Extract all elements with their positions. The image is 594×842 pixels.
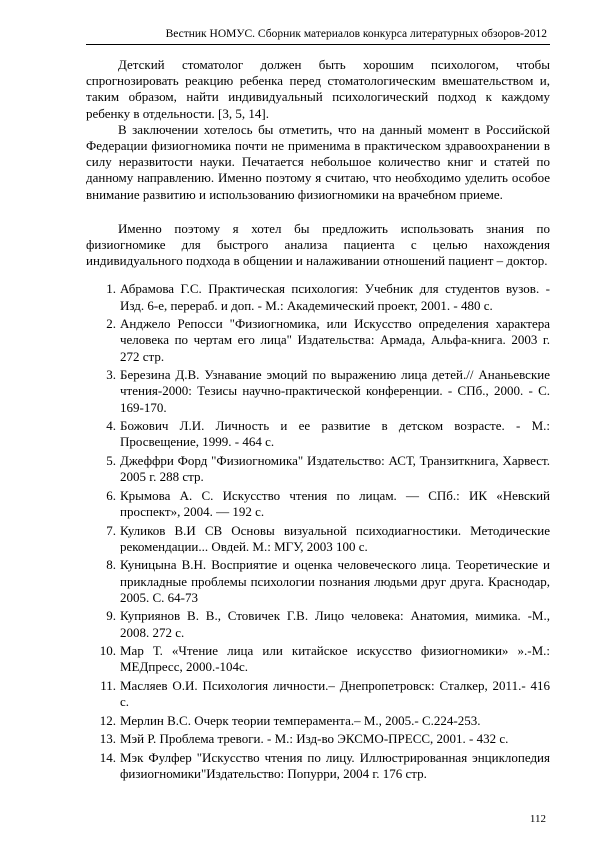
reference-number: 11. [100, 678, 116, 694]
reference-text: Крымова А. С. Искусство чтения по лицам. — СПб.: ИК «Невский проспект», 2004. — 192 с. [120, 487, 550, 520]
header-rule [86, 44, 550, 45]
reference-number: 14. [99, 750, 116, 765]
reference-item [86, 488, 550, 520]
reference-number: 6. [106, 487, 116, 503]
reference-item [86, 643, 550, 675]
reference-item [86, 557, 550, 606]
reference-number: 12. [99, 712, 116, 728]
reference-item [86, 316, 550, 365]
reference-number: 8. [106, 557, 116, 573]
reference-number: 5. [106, 453, 116, 469]
reference-text: Мерлин В.С. Очерк теории темперамента.– М., 2005.- С.224-253. [120, 712, 481, 728]
reference-item [86, 678, 550, 710]
reference-item [86, 367, 550, 416]
reference-text: Божович Л.И. Личность и ее развитие в детском возрасте. - М.: Просвещение, 1999. - 464 с. [120, 418, 550, 450]
reference-text: Куприянов В. В., Стовичек Г.В. Лицо человека: Анатомия, мимика. -М., 2008. 272 с. [120, 608, 550, 640]
reference-number: 4. [106, 418, 116, 434]
reference-number: 10. [99, 643, 116, 659]
reference-item [86, 608, 550, 640]
reference-number: 1. [106, 281, 116, 297]
reference-list [86, 281, 550, 782]
reference-text: Масляев О.И. Психология личности.– Днепропетровск: Сталкер, 2011.- 416 с. [120, 678, 550, 710]
reference-text: Абрамова Г.С. Практическая психология: Учебник для студентов вузов. - Изд. 6-е, перераб. и доп. - М.: Академический проект, 2001. - 480 с. [120, 281, 550, 313]
page-body [86, 57, 550, 785]
paragraph-proposal: Именно поэтому я хотел бы предложить использовать знания по физиогномике для быстрого анализа пациента с целью нахождения индивидуального подхода в общении и налаживании отношений пациент – доктор. [86, 220, 550, 269]
paragraph-gap [86, 203, 550, 221]
reference-number: 13. [99, 731, 116, 747]
paragraph-dentist: Детский стоматолог должен быть хорошим психологом, чтобы спрогнозировать реакцию ребенка перед стоматологическим вмешательством и, таким образом, найти индивидуальный психологический подход к каждому ребенку в отдельности. [3, 5, 14]. [86, 57, 550, 121]
reference-item [86, 418, 550, 450]
reference-text: Мэй Р. Проблема тревоги. - М.: Изд-во ЭКСМО-ПРЕСС, 2001. - 432 с. [120, 731, 509, 747]
reference-item [86, 713, 550, 729]
reference-number: 2. [106, 316, 116, 332]
reference-item [86, 281, 550, 313]
reference-number: 9. [106, 608, 116, 624]
reference-text: Джеффри Форд "Физиогномика" Издательство: АСТ, Транзиткнига, Харвест. 2005 г. 288 стр. [120, 453, 550, 485]
reference-text: Куницына В.Н. Восприятие и оценка человеческого лица. Теоретические и прикладные проблемы психологии познания людьми друг друга. Краснодар, 2005. С. 64-73 [120, 557, 550, 605]
reference-text: Анджело Репосси "Физиогномика, или Искусство определения характера человека по чертам его лица" Издательства: Армада, Альфа-книга. 2003 г. 272 стр. [120, 316, 550, 364]
reference-item [86, 523, 550, 555]
reference-item [86, 731, 550, 747]
page-number: 112 [529, 813, 546, 825]
paragraph-conclusion: В заключении хотелось бы отметить, что на данный момент в Российской Федерации физиогномика почти не применима в практическом здравоохранении в силу неразвитости науки. Печатается небольшое количество книг и статей по данному направлению. Именно поэтому я считаю, что необходимо уделить особое внимание развитию и использованию физиогномики на врачебном приеме. [86, 121, 550, 202]
reference-text: Куликов В.И СВ Основы визуальной психодиагностики. Методические рекомендации... Овдей. М.: МГУ, 2003 100 с. [120, 522, 550, 554]
reference-text: Мэк Фулфер "Искусство чтения по лицу. Иллюстрированная энциклопедия физиогномики"Издательство: Попурри, 2004 г. 176 стр. [120, 750, 550, 782]
running-header: Вестник НОМУС. Сборник материалов конкурса литературных обзоров-2012 [165, 28, 547, 40]
reference-number: 7. [106, 522, 116, 538]
reference-number: 3. [106, 367, 116, 383]
reference-item [86, 750, 550, 782]
reference-text: Березина Д.В. Узнавание эмоций по выражению лица детей.// Ананьевские чтения-2000: Тезисы научно-практической конференции. - СПб., 2000. - С. 169-170. [120, 367, 550, 415]
reference-text: Мар Т. «Чтение лица или китайское искусство физиогномики» ».-М.: МЕДпресс, 2000.-104с. [120, 643, 550, 675]
reference-item [86, 453, 550, 485]
